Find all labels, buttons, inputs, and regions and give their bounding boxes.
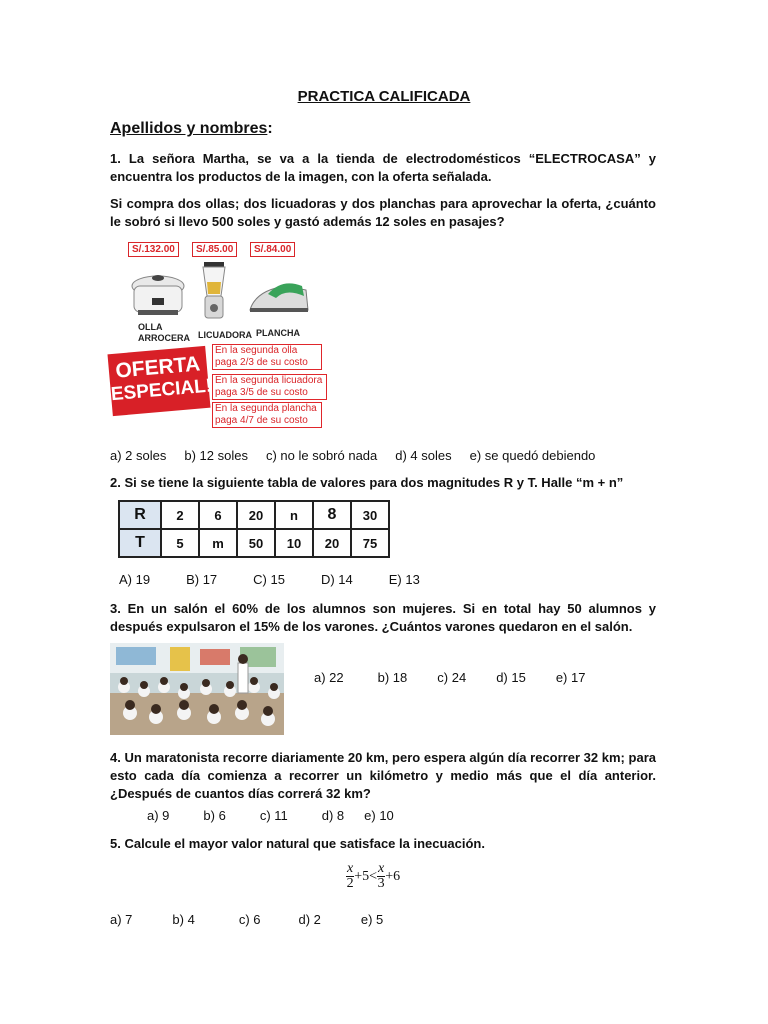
special-offer-banner [107, 346, 213, 416]
name-field-label: Apellidos y nombres: [110, 120, 273, 137]
table-cell: 10 [275, 529, 313, 557]
table-header-r: R [119, 501, 161, 529]
q5-option-b[interactable]: b) 4 [172, 912, 195, 927]
values-table [118, 500, 390, 558]
q1-products-image [110, 240, 335, 435]
q1-intro: 1. La señora Martha, se va a la tienda de electrodomésticos “ELECTROCASA” y encuentra los productos de la imagen, con la oferta señalada. [110, 151, 656, 184]
q3-question: 3. En un salón el 60% de los alumnos son mujeres. Si en total hay 50 alumnos y después expulsaron el 15% de los varones. ¿Cuántos varones quedaron en el salón. [110, 601, 656, 634]
q5-option-d[interactable]: d) 2 [298, 912, 321, 927]
offer-rice-cooker: En la segunda olla paga 2/3 de su costo [212, 344, 322, 370]
table-header-t: T [119, 529, 161, 557]
table-cell: 50 [237, 529, 275, 557]
table-cell: 2 [161, 501, 199, 529]
rice-cooker-icon [128, 270, 188, 320]
q4-option-b[interactable]: b) 6 [203, 808, 226, 823]
q4-option-e[interactable]: e) 10 [364, 808, 394, 823]
q2-options [119, 572, 420, 587]
q1-options [110, 448, 595, 463]
q5-option-e[interactable]: e) 5 [360, 912, 384, 927]
inequality-middle: +5< [354, 868, 378, 884]
q1-question: Si compra dos ollas; dos licuadoras y dos planchas para aprovechar la oferta, ¿cuánto le sobró si llevo 500 soles y gastó además 12 soles en pasajes? [110, 196, 656, 229]
q5-option-c[interactable]: c) 6 [238, 912, 261, 927]
table-cell: 5 [161, 529, 199, 557]
q5-options [110, 912, 383, 927]
q4-question: 4. Un maratonista recorre diariamente 20 km, pero espera algún día recorrer 32 km; para esto cada día comienza a recorrer un kilómetro y medio más que el día anterior. ¿Después de cuantos días correrá 32 km? [110, 750, 656, 801]
q4-option-c[interactable]: c) 11 [259, 808, 288, 823]
q4-options [147, 808, 394, 823]
q1-option-e[interactable]: e) se quedó debiendo [469, 448, 596, 463]
q4-option-a[interactable]: a) 9 [147, 808, 170, 823]
table-cell: m [199, 529, 237, 557]
q1-option-c[interactable]: c) no le sobró nada [265, 448, 378, 463]
inequality-end: +6 [385, 868, 401, 884]
q2-option-d[interactable]: D) 14 [320, 572, 353, 587]
table-cell: 6 [199, 501, 237, 529]
iron-icon [246, 276, 312, 316]
q2-option-b[interactable]: B) 17 [186, 572, 218, 587]
q1-option-b[interactable]: b) 12 soles [184, 448, 248, 463]
q3-option-c[interactable]: c) 24 [437, 670, 467, 685]
page-title: PRACTICA CALIFICADA [297, 88, 471, 105]
q3-options [314, 670, 585, 685]
q3-option-b[interactable]: b) 18 [377, 670, 408, 685]
offer-blender: En la segunda licuadora paga 3/5 de su costo [212, 374, 327, 400]
q2-option-a[interactable]: A) 19 [119, 572, 151, 587]
q1-option-a[interactable]: a) 2 soles [110, 448, 167, 463]
product-label-rice-cooker: OLLA ARROCERA [138, 322, 191, 343]
q5-option-a[interactable]: a) 7 [110, 912, 133, 927]
q5-question: 5. Calcule el mayor valor natural que satisface la inecuación. [110, 836, 485, 851]
table-cell: 8 [313, 501, 351, 529]
q2-option-c[interactable]: C) 15 [253, 572, 285, 587]
table-cell: 30 [351, 501, 389, 529]
banner-line-1: OFERTA [114, 352, 202, 383]
q4-option-d[interactable]: d) 8 [321, 808, 345, 823]
q1-option-d[interactable]: d) 4 soles [395, 448, 452, 463]
fraction-x-over-2: $\frac{x}{2}$ [346, 861, 354, 891]
product-label-blender: LICUADORA [198, 330, 252, 340]
table-cell: 20 [237, 501, 275, 529]
banner-line-2: ESPECIAL! [110, 375, 213, 406]
classroom-photo [110, 643, 284, 735]
product-label-iron: PLANCHA [256, 328, 300, 338]
q3-option-e[interactable]: e) 17 [555, 670, 586, 685]
price-tag-blender: S/.85.00 [192, 242, 237, 257]
q3-option-a[interactable]: a) 22 [314, 670, 344, 685]
fraction-x-over-3: $\frac{x}{3}$ [377, 861, 385, 891]
table-cell: 20 [313, 529, 351, 557]
q2-question: 2. Si se tiene la siguiente tabla de valores para dos magnitudes R y T. Halle “m + n” [110, 475, 624, 490]
offer-iron: En la segunda plancha paga 4/7 de su costo [212, 402, 322, 428]
table-row [119, 529, 389, 557]
inequality [346, 862, 400, 891]
q3-option-d[interactable]: d) 15 [496, 670, 526, 685]
table-row [119, 501, 389, 529]
blender-icon [196, 260, 232, 322]
q2-option-e[interactable]: E) 13 [388, 572, 420, 587]
price-tag-iron: S/.84.00 [250, 242, 295, 257]
table-cell: 75 [351, 529, 389, 557]
table-cell: n [275, 501, 313, 529]
price-tag-rice-cooker: S/.132.00 [128, 242, 179, 257]
